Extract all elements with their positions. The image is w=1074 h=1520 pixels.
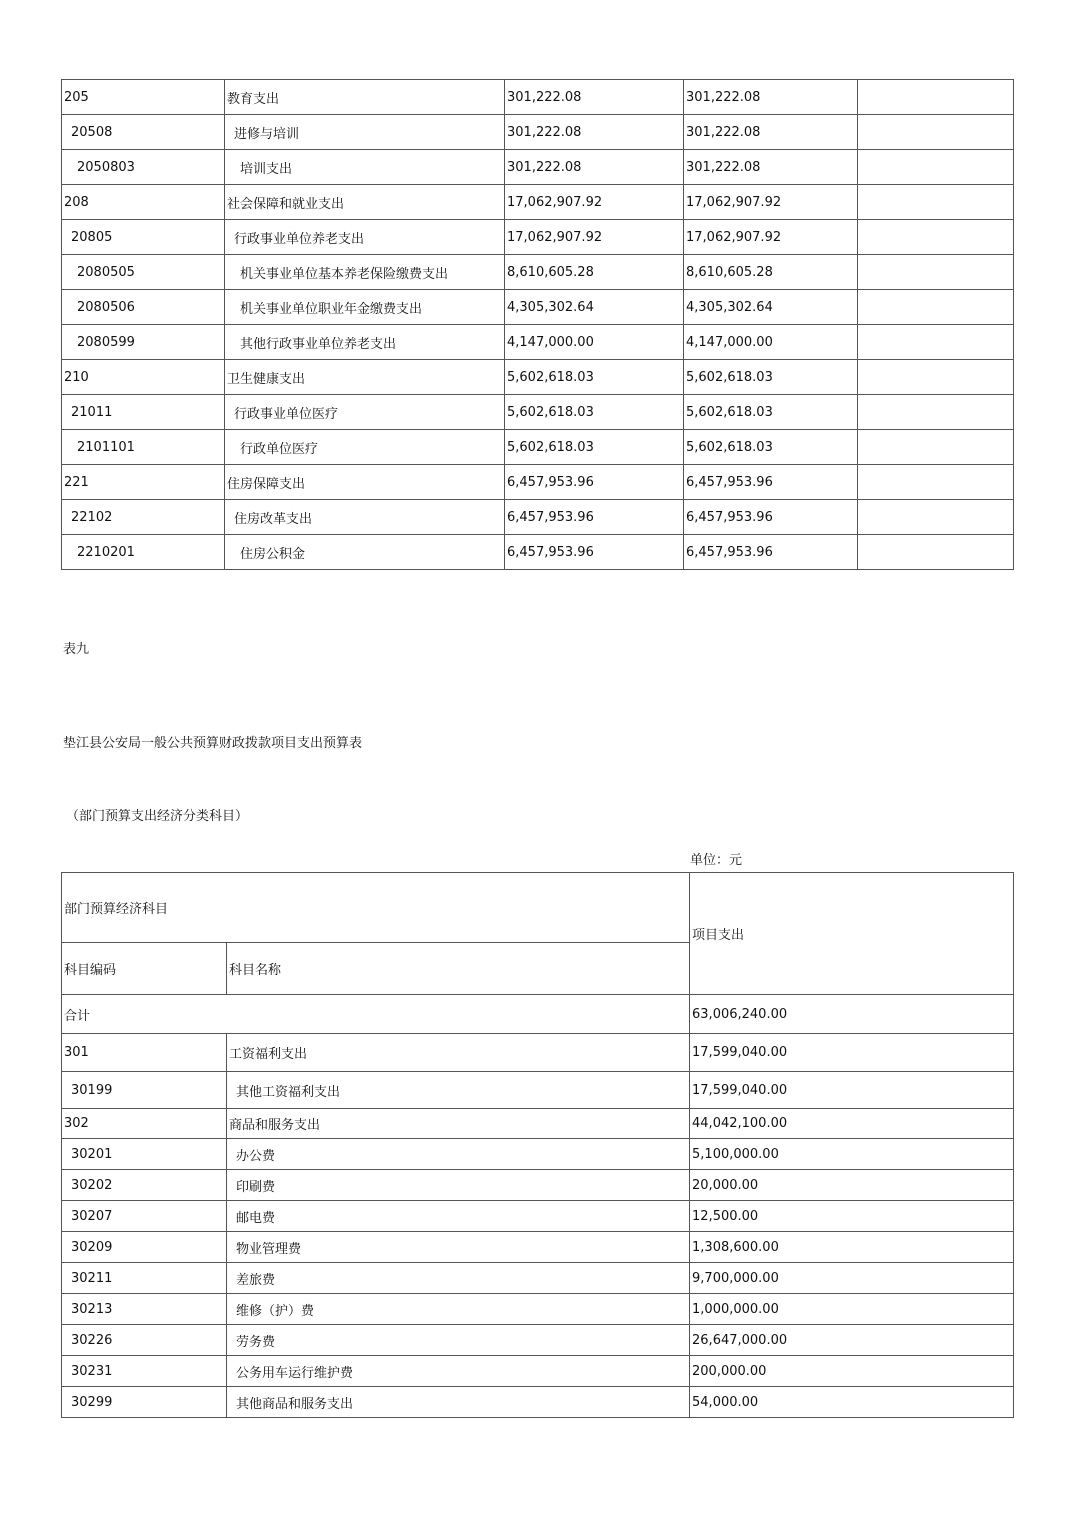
table-row xyxy=(62,1139,1014,1170)
extra-cell xyxy=(858,325,1014,360)
extra-cell xyxy=(858,465,1014,500)
code-cell: 208 xyxy=(62,185,225,220)
amount-cell: 54,000.00 xyxy=(690,1387,1014,1418)
code-cell: 301 xyxy=(62,1034,227,1072)
table-row xyxy=(62,1232,1014,1263)
table-row xyxy=(62,360,1014,395)
table-row xyxy=(62,465,1014,500)
code-cell: 30213 xyxy=(62,1294,227,1325)
table-subtitle: （部门预算支出经济分类科目） xyxy=(66,809,249,824)
code-cell: 302 xyxy=(62,1109,227,1139)
amount-cell: 6,457,953.96 xyxy=(505,465,684,500)
name-cell: 行政单位医疗 xyxy=(225,430,505,465)
amount-cell: 8,610,605.28 xyxy=(505,255,684,290)
amount-cell: 17,599,040.00 xyxy=(690,1072,1014,1109)
extra-cell xyxy=(858,500,1014,535)
name-cell: 住房保障支出 xyxy=(225,465,505,500)
table-row xyxy=(62,430,1014,465)
code-cell: 22102 xyxy=(62,500,225,535)
table-row xyxy=(62,1387,1014,1418)
amount-cell: 6,457,953.96 xyxy=(684,465,858,500)
amount-cell: 17,062,907.92 xyxy=(684,185,858,220)
amount-cell: 1,000,000.00 xyxy=(690,1294,1014,1325)
name-cell: 进修与培训 xyxy=(225,115,505,150)
project-expenditure-table xyxy=(61,872,1014,1418)
table-row xyxy=(62,500,1014,535)
amount-cell: 5,602,618.03 xyxy=(505,360,684,395)
table-row xyxy=(62,115,1014,150)
name-cell: 教育支出 xyxy=(225,80,505,115)
name-cell: 维修（护）费 xyxy=(227,1294,690,1325)
name-cell: 劳务费 xyxy=(227,1325,690,1356)
amount-cell: 6,457,953.96 xyxy=(684,535,858,570)
amount-cell: 4,305,302.64 xyxy=(684,290,858,325)
amount-cell: 26,647,000.00 xyxy=(690,1325,1014,1356)
code-cell: 30231 xyxy=(62,1356,227,1387)
amount-cell: 20,000.00 xyxy=(690,1170,1014,1201)
header-group-cell: 部门预算经济科目 xyxy=(62,873,690,943)
code-cell: 2080599 xyxy=(62,325,225,360)
amount-cell: 5,602,618.03 xyxy=(684,430,858,465)
table-row xyxy=(62,1170,1014,1201)
table-row xyxy=(62,1356,1014,1387)
code-cell: 210 xyxy=(62,360,225,395)
name-cell: 行政事业单位养老支出 xyxy=(225,220,505,255)
extra-cell xyxy=(858,395,1014,430)
code-cell: 30226 xyxy=(62,1325,227,1356)
name-cell: 工资福利支出 xyxy=(227,1034,690,1072)
code-cell: 20805 xyxy=(62,220,225,255)
code-cell: 20508 xyxy=(62,115,225,150)
table-title: 垫江县公安局一般公共预算财政拨款项目支出预算表 xyxy=(63,736,363,751)
name-cell: 社会保障和就业支出 xyxy=(225,185,505,220)
unit-label: 单位：元 xyxy=(690,853,743,868)
name-cell: 差旅费 xyxy=(227,1263,690,1294)
code-cell: 30211 xyxy=(62,1263,227,1294)
amount-cell: 4,147,000.00 xyxy=(684,325,858,360)
name-cell: 印刷费 xyxy=(227,1170,690,1201)
code-cell: 2080506 xyxy=(62,290,225,325)
extra-cell xyxy=(858,255,1014,290)
amount-cell: 301,222.08 xyxy=(684,115,858,150)
amount-cell: 17,599,040.00 xyxy=(690,1034,1014,1072)
table-row xyxy=(62,1263,1014,1294)
table-row xyxy=(62,220,1014,255)
code-cell: 30199 xyxy=(62,1072,227,1109)
amount-cell: 12,500.00 xyxy=(690,1201,1014,1232)
project-expenditure-table-body xyxy=(62,873,1014,1418)
header-code-cell: 科目编码 xyxy=(62,943,227,995)
name-cell: 住房改革支出 xyxy=(225,500,505,535)
amount-cell: 9,700,000.00 xyxy=(690,1263,1014,1294)
amount-cell: 5,602,618.03 xyxy=(684,395,858,430)
extra-cell xyxy=(858,115,1014,150)
extra-cell xyxy=(858,150,1014,185)
extra-cell xyxy=(858,430,1014,465)
table-label: 表九 xyxy=(63,642,90,657)
table-row xyxy=(62,255,1014,290)
amount-cell: 5,602,618.03 xyxy=(684,360,858,395)
amount-cell: 17,062,907.92 xyxy=(684,220,858,255)
code-cell: 2050803 xyxy=(62,150,225,185)
table-row xyxy=(62,1072,1014,1109)
total-value-cell: 63,006,240.00 xyxy=(690,995,1014,1034)
header-row xyxy=(62,873,1014,943)
amount-cell: 301,222.08 xyxy=(684,150,858,185)
name-cell: 其他商品和服务支出 xyxy=(227,1387,690,1418)
extra-cell xyxy=(858,220,1014,255)
amount-cell: 1,308,600.00 xyxy=(690,1232,1014,1263)
amount-cell: 44,042,100.00 xyxy=(690,1109,1014,1139)
table-row xyxy=(62,80,1014,115)
code-cell: 2210201 xyxy=(62,535,225,570)
table-row xyxy=(62,1034,1014,1072)
table-row xyxy=(62,1325,1014,1356)
code-cell: 30209 xyxy=(62,1232,227,1263)
amount-cell: 17,062,907.92 xyxy=(505,185,684,220)
amount-cell: 301,222.08 xyxy=(684,80,858,115)
name-cell: 其他行政事业单位养老支出 xyxy=(225,325,505,360)
name-cell: 物业管理费 xyxy=(227,1232,690,1263)
table-row xyxy=(62,290,1014,325)
amount-cell: 200,000.00 xyxy=(690,1356,1014,1387)
name-cell: 机关事业单位职业年金缴费支出 xyxy=(225,290,505,325)
budget-table-functional xyxy=(61,79,1014,570)
name-cell: 培训支出 xyxy=(225,150,505,185)
name-cell: 其他工资福利支出 xyxy=(227,1072,690,1109)
header-amount-cell: 项目支出 xyxy=(690,873,1014,995)
name-cell: 机关事业单位基本养老保险缴费支出 xyxy=(225,255,505,290)
code-cell: 30201 xyxy=(62,1139,227,1170)
name-cell: 卫生健康支出 xyxy=(225,360,505,395)
amount-cell: 6,457,953.96 xyxy=(505,535,684,570)
code-cell: 2080505 xyxy=(62,255,225,290)
code-cell: 221 xyxy=(62,465,225,500)
table-row xyxy=(62,1201,1014,1232)
code-cell: 30202 xyxy=(62,1170,227,1201)
extra-cell xyxy=(858,290,1014,325)
amount-cell: 301,222.08 xyxy=(505,115,684,150)
table-row xyxy=(62,185,1014,220)
amount-cell: 301,222.08 xyxy=(505,80,684,115)
amount-cell: 4,305,302.64 xyxy=(505,290,684,325)
table-row xyxy=(62,535,1014,570)
amount-cell: 5,602,618.03 xyxy=(505,395,684,430)
code-cell: 21011 xyxy=(62,395,225,430)
header-name-cell: 科目名称 xyxy=(227,943,690,995)
code-cell: 30207 xyxy=(62,1201,227,1232)
amount-cell: 5,100,000.00 xyxy=(690,1139,1014,1170)
table-row xyxy=(62,1294,1014,1325)
extra-cell xyxy=(858,360,1014,395)
table-row xyxy=(62,325,1014,360)
table-row xyxy=(62,395,1014,430)
budget-table-functional-body xyxy=(62,80,1014,570)
code-cell: 205 xyxy=(62,80,225,115)
name-cell: 住房公积金 xyxy=(225,535,505,570)
amount-cell: 6,457,953.96 xyxy=(684,500,858,535)
extra-cell xyxy=(858,80,1014,115)
name-cell: 商品和服务支出 xyxy=(227,1109,690,1139)
table-row xyxy=(62,1109,1014,1139)
total-row xyxy=(62,995,1014,1034)
name-cell: 行政事业单位医疗 xyxy=(225,395,505,430)
amount-cell: 4,147,000.00 xyxy=(505,325,684,360)
amount-cell: 8,610,605.28 xyxy=(684,255,858,290)
amount-cell: 301,222.08 xyxy=(505,150,684,185)
amount-cell: 5,602,618.03 xyxy=(505,430,684,465)
name-cell: 邮电费 xyxy=(227,1201,690,1232)
code-cell: 2101101 xyxy=(62,430,225,465)
table-row xyxy=(62,150,1014,185)
total-label-cell: 合计 xyxy=(62,995,690,1034)
extra-cell xyxy=(858,185,1014,220)
extra-cell xyxy=(858,535,1014,570)
amount-cell: 6,457,953.96 xyxy=(505,500,684,535)
name-cell: 公务用车运行维护费 xyxy=(227,1356,690,1387)
name-cell: 办公费 xyxy=(227,1139,690,1170)
amount-cell: 17,062,907.92 xyxy=(505,220,684,255)
code-cell: 30299 xyxy=(62,1387,227,1418)
